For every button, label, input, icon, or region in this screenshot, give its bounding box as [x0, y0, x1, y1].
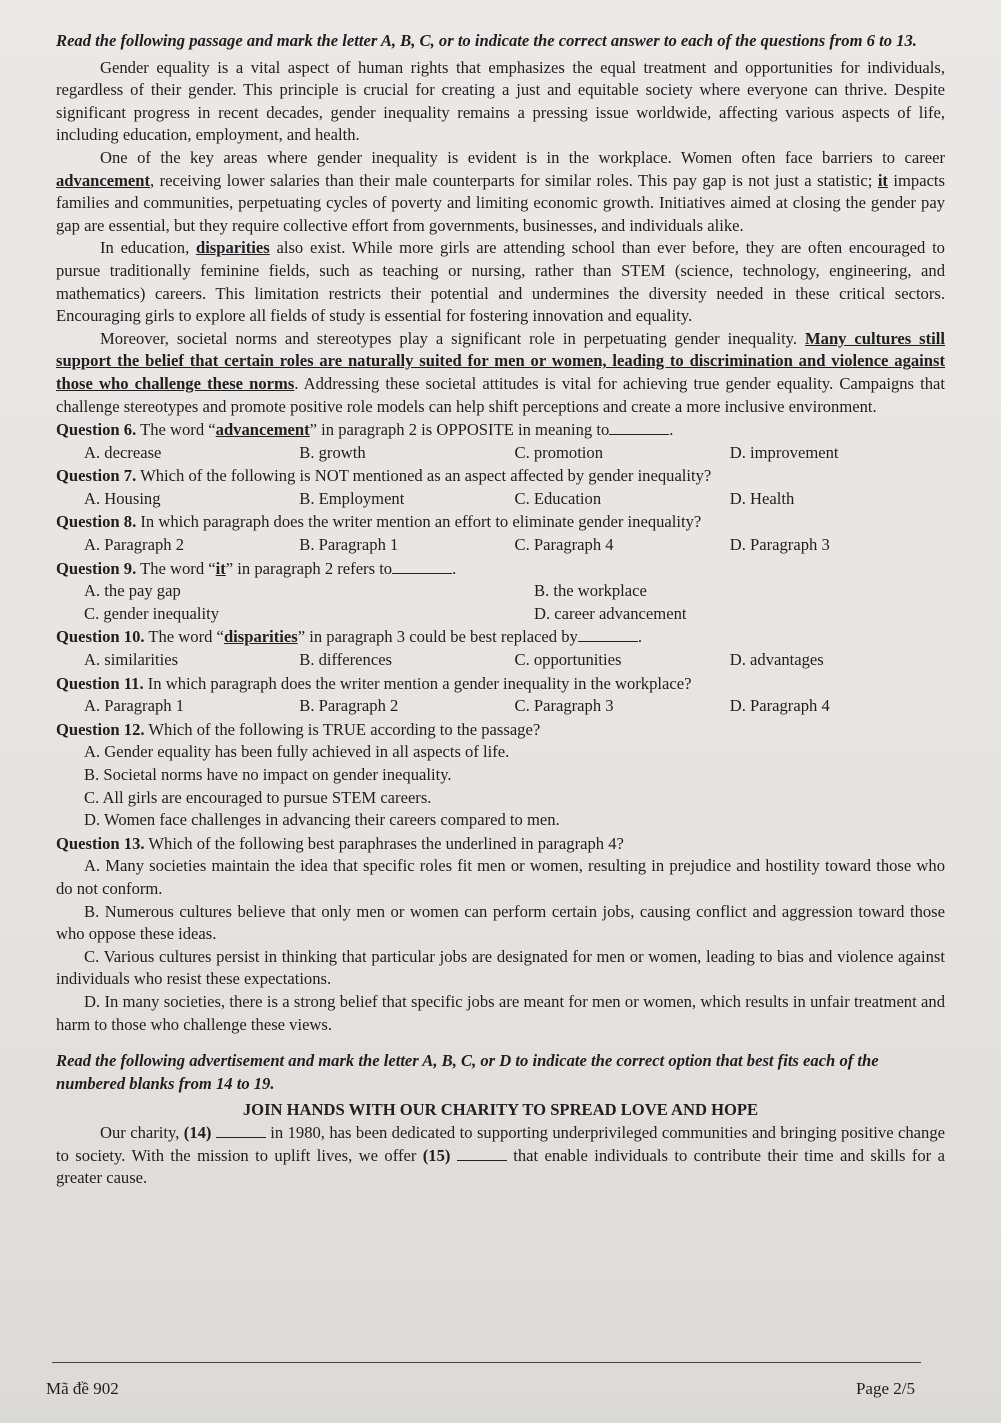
option-a[interactable]: A. Gender equality has been fully achieved in all aspects of life.: [84, 742, 510, 762]
blank-14-number: (14): [183, 1122, 212, 1142]
question-11: Question 11. In which paragraph does the writer mention a gender inequality in the workplace? A. Paragraph 1 B. Paragraph 2 C. Paragraph 3 D. Paragraph 4: [56, 673, 945, 718]
option-c[interactable]: C. All girls are encouraged to pursue STEM careers.: [84, 787, 432, 807]
blank-15: [457, 1146, 507, 1161]
option-d[interactable]: D. advantages: [729, 650, 824, 670]
option-d[interactable]: D. Paragraph 4: [729, 696, 830, 716]
option-b[interactable]: B. differences: [299, 650, 393, 670]
blank-14: [216, 1123, 266, 1138]
page-footer: [46, 1378, 915, 1401]
option-a[interactable]: A. decrease: [84, 442, 162, 462]
option-b[interactable]: B. Paragraph 1: [299, 535, 399, 555]
option-a[interactable]: A. the pay gap: [84, 581, 181, 601]
option-d[interactable]: D. Health: [729, 488, 795, 508]
blank-15-number: (15): [422, 1145, 451, 1165]
option-c[interactable]: C. Various cultures persist in thinking that particular jobs are designated for men or women, leading to bias and violence against individuals who resist these expectations.: [56, 946, 945, 989]
option-a[interactable]: A. Housing: [84, 488, 161, 508]
option-d[interactable]: D. Women face challenges in advancing their careers compared to men.: [84, 810, 560, 830]
option-c[interactable]: C. gender inequality: [84, 603, 220, 623]
question-10: Question 10. The word “disparities” in paragraph 3 could be best replaced by . A. similarities B. differences C. opportunities D. advantages: [56, 626, 945, 671]
option-a[interactable]: A. Many societies maintain the idea that specific roles fit men or women, resulting in prejudice and hostility toward those who do not conform.: [56, 856, 945, 898]
advertisement-instruction: Read the following advertisement and mark the letter A, B, C, or D to indicate the correct option that best fits each of the numbered blanks from 14 to 19.: [56, 1051, 879, 1093]
option-a[interactable]: A. Paragraph 2: [84, 535, 184, 555]
paragraph-4: Moreover, societal norms and stereotypes play a significant role in perpetuating gender inequality. Many cultures still support the belief that certain roles are naturally suited for men or women, leading to discrimination and violence against those who challenge these norms. Addressing these societal attitudes is vital for achieving true gender equality. Campaigns that challenge stereotypes and promote positive role models can help shift perceptions and create a more inclusive environment.: [56, 328, 945, 416]
option-d[interactable]: D. Paragraph 3: [729, 535, 830, 555]
question-8: Question 8. In which paragraph does the writer mention an effort to eliminate gender inequality? A. Paragraph 2 B. Paragraph 1 C. Paragraph 4 D. Paragraph 3: [56, 511, 945, 556]
footer-divider: [52, 1362, 921, 1363]
underlined-disparities: disparities: [195, 238, 270, 258]
passage-instruction: Read the following passage and mark the letter A, B, C, or to indicate the correct answer to each of the questions from 6 to 13.: [56, 31, 917, 50]
answer-blank: [578, 627, 638, 642]
option-b[interactable]: B. Numerous cultures believe that only men or women can perform certain jobs, causing conflict and aggression toward those who oppose these ideas.: [56, 901, 945, 944]
underlined-advancement: advancement: [56, 170, 151, 190]
option-a[interactable]: A. similarities: [84, 650, 179, 670]
option-b[interactable]: B. Employment: [299, 488, 405, 508]
option-b[interactable]: B. Societal norms have no impact on gender inequality.: [84, 765, 452, 784]
question-6: Question 6. The word “advancement” in paragraph 2 is OPPOSITE in meaning to . A. decrease B. growth C. promotion D. improvement: [56, 419, 945, 464]
exam-code: Mã đề 902: [46, 1379, 119, 1398]
question-7: Question 7. Which of the following is NOT mentioned as an aspect affected by gender inequality? A. Housing B. Employment C. Education D. Health: [56, 465, 945, 510]
underlined-sentence: Many cultures still support the belief that certain roles are naturally suited for men or women, leading to discrimination and violence against those who challenge these norms: [56, 328, 945, 393]
option-c[interactable]: C. Paragraph 4: [514, 535, 614, 555]
answer-blank: [609, 420, 669, 435]
option-d[interactable]: D. career advancement: [534, 603, 687, 623]
advertisement-text: Our charity, (14) in 1980, has been dedicated to supporting underprivileged communities and bringing positive change to society. With the mission to uplift lives, we offer (15) that enable individuals to contribute their time and skills for a greater cause.: [56, 1122, 945, 1188]
advertisement-title: JOIN HANDS WITH OUR CHARITY TO SPREAD LOVE AND HOPE: [242, 1100, 759, 1120]
option-c[interactable]: C. Paragraph 3: [514, 696, 614, 716]
paragraph-3: In education, disparities also exist. While more girls are attending school than ever before, they are often encouraged to pursue traditionally feminine fields, such as teaching or nursing, rather than STEM (science, technology, engineering, and mathematics) careers. This limitation restricts their potential and undermines the diversity needed in these critical sectors. Encouraging girls to explore all fields of study is essential for fostering innovation and equality.: [56, 238, 945, 326]
question-12: Question 12. Which of the following is TRUE according to the passage? A. Gender equality has been fully achieved in all aspects of life. B. Societal norms have no impact on gender inequality. C. All girls are encouraged to pursue STEM careers. D. Women face challenges in advancing their careers compared to men.: [56, 719, 945, 832]
answer-blank: [392, 559, 452, 574]
paragraph-1: Gender equality is a vital aspect of human rights that emphasizes the equal treatment and opportunities for individuals, regardless of their gender. This principle is crucial for creating a just and equitable society where everyone can thrive. Despite significant progress in recent decades, gender inequality remains a pressing issue worldwide, affecting various aspects of life, including education, employment, and health.: [56, 57, 945, 145]
option-d[interactable]: D. improvement: [729, 442, 839, 462]
option-d[interactable]: D. In many societies, there is a strong belief that specific jobs are meant for men or women, which results in unfair treatment and harm to those who challenge these views.: [56, 991, 945, 1034]
underlined-it: it: [877, 170, 888, 190]
option-b[interactable]: B. the workplace: [534, 581, 647, 601]
option-b[interactable]: B. growth: [299, 442, 366, 462]
page-number: Page 2/5: [855, 1379, 915, 1398]
option-c[interactable]: C. opportunities: [514, 650, 622, 670]
option-c[interactable]: C. Education: [514, 488, 602, 508]
option-c[interactable]: C. promotion: [514, 442, 604, 462]
option-b[interactable]: B. Paragraph 2: [299, 696, 399, 716]
paragraph-2: One of the key areas where gender inequality is evident is in the workplace. Women often face barriers to career advancement, receiving lower salaries than their male counterparts for similar roles. This pay gap is not just a statistic; it impacts families and communities, perpetuating cycles of poverty and limiting economic growth. Initiatives aimed at closing the gender pay gap are essential, but they require collective effort from governments, businesses, and individuals alike.: [56, 147, 945, 235]
question-13: Question 13. Which of the following best paraphrases the underlined in paragraph 4? A. Many societies maintain the idea that specific roles fit men or women, resulting in prejudice and hostility toward those who do not conform. B. Numerous cultures believe that only men or women can perform certain jobs, causing conflict and aggression toward those who oppose these ideas. C. Various cultures persist in thinking that particular jobs are designated for men or women, leading to bias and violence against individuals who resist these expectations. D. In many societies, there is a strong belief that specific jobs are meant for men or women, which results in unfair treatment and harm to those who challenge these views.: [56, 833, 945, 1036]
question-9: Question 9. The word “it” in paragraph 2 refers to . A. the pay gap B. the workplace C. gender inequality D. career advancement: [56, 558, 945, 626]
option-a[interactable]: A. Paragraph 1: [84, 696, 184, 716]
